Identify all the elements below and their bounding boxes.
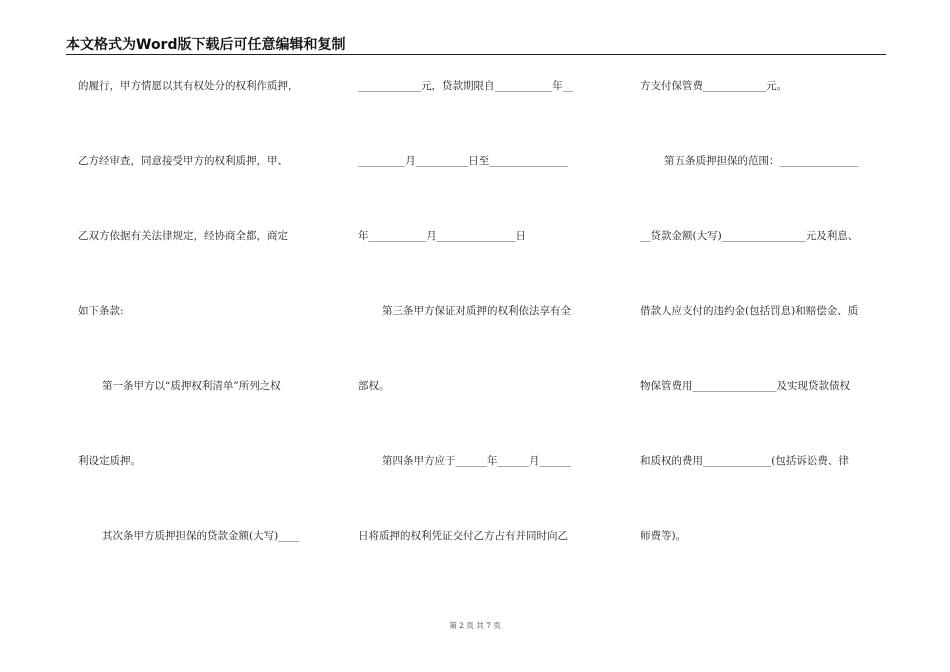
- text-line: 如下条款:: [78, 305, 124, 317]
- text-line: __贷款金额(大写)________________元及利息、: [640, 230, 859, 242]
- text-line: 和质权的费用_____________(包括诉讼费、律: [640, 455, 849, 467]
- text-line: 年___________月_______________日: [358, 230, 526, 242]
- text-line: 乙双方依据有关法律规定，经协商全都，商定: [78, 230, 288, 242]
- text-line: 第五条质押担保的范围：_______________: [664, 155, 859, 167]
- text-line: 第一条甲方以“质押权利清单”所列之权: [102, 380, 281, 392]
- text-line: 利设定质押。: [78, 455, 141, 467]
- text-line: _________月__________日至_______________: [358, 155, 568, 167]
- page-number-footer: 第 2 页 共 7 页: [449, 621, 501, 630]
- page-header: [66, 34, 886, 55]
- text-line: ____________元，贷款期限自___________年__: [358, 80, 574, 92]
- text-line: 部权。: [358, 380, 390, 392]
- text-line: 日将质押的权利凭证交付乙方占有并同时向乙: [358, 530, 568, 542]
- text-line: 乙方经审查，同意接受甲方的权利质押，甲、: [78, 155, 288, 167]
- text-line: 借款人应支付的违约金(包括罚息)和赔偿金、质: [640, 305, 859, 317]
- text-line: 其次条甲方质押担保的贷款金额(大写)____: [102, 530, 300, 542]
- text-line: 的履行，甲方情愿以其有权处分的权利作质押，: [78, 80, 299, 92]
- header-title: 本文格式为Word版下载后可任意编辑和复制: [66, 37, 346, 53]
- text-line: 物保管费用________________及实现贷款债权: [640, 380, 850, 392]
- text-line: 师费等)。: [640, 530, 687, 542]
- text-line: 第三条甲方保证对质押的权利依法享有全: [382, 305, 571, 317]
- text-line: 第四条甲方应于______年______月______: [382, 455, 571, 467]
- text-line: 方支付保管费____________元。: [640, 80, 787, 92]
